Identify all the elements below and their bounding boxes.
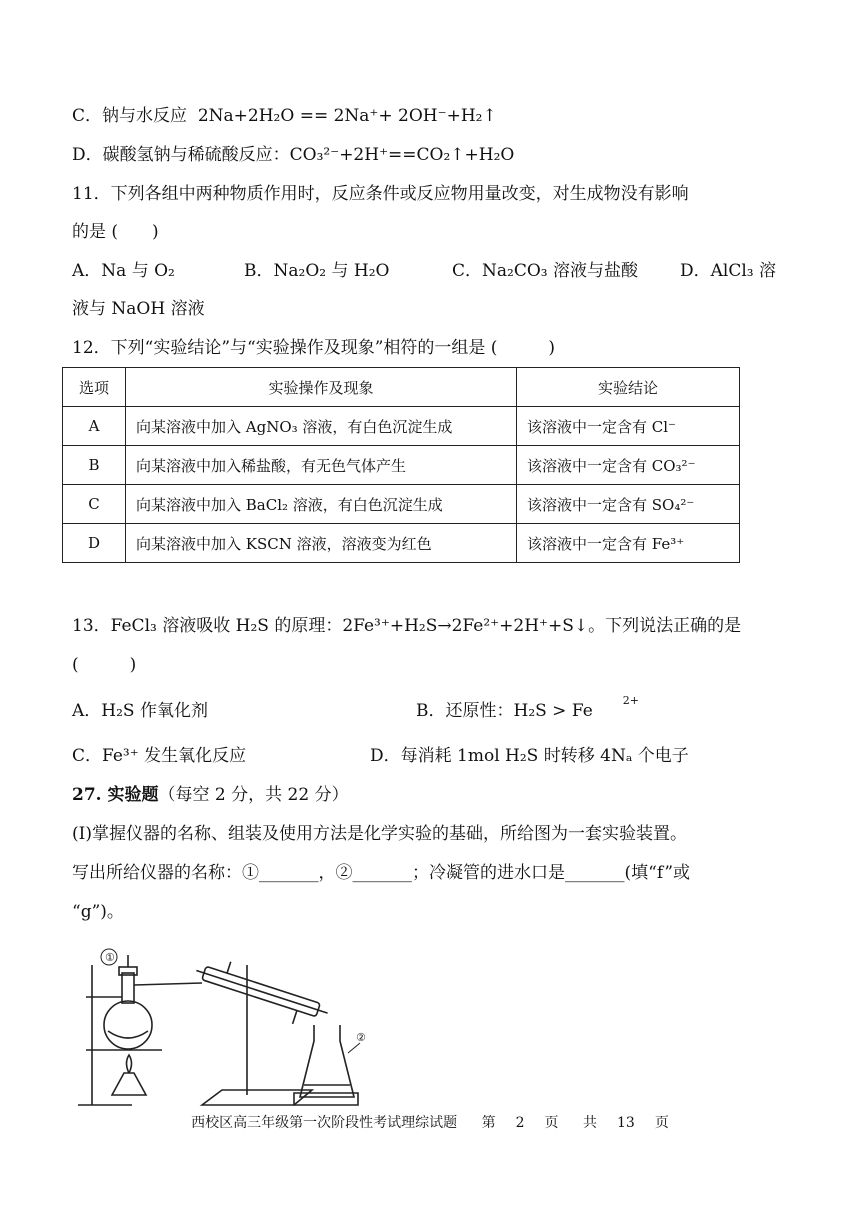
side-arm bbox=[134, 983, 202, 985]
q10-c-equation: 2Na+2H₂O == 2Na⁺+ 2OH⁻+H₂↑ bbox=[197, 106, 497, 126]
flask-neck bbox=[122, 973, 134, 1003]
q11-stem-line-1: 11．下列各组中两种物质作用时，反应条件或反应物用量改变，对生成物没有影响 bbox=[72, 184, 689, 204]
footer-total-word: 共 bbox=[583, 1115, 597, 1131]
header-conclusion: 实验结论 bbox=[517, 368, 740, 407]
row-conclusion: 该溶液中一定含有 CO₃²⁻ bbox=[517, 446, 740, 485]
q13-option-b bbox=[416, 694, 639, 725]
row-operation: 向某溶液中加入 BaCl₂ 溶液，有白色沉淀生成 bbox=[126, 485, 517, 524]
q13-option-a: A．H₂S 作氧化剂 bbox=[72, 701, 208, 721]
distilling-flask bbox=[104, 1001, 152, 1049]
label-1: ① bbox=[105, 951, 115, 964]
flask-liquid bbox=[108, 1031, 148, 1038]
q27-paragraph-line-3: “g”)。 bbox=[72, 902, 124, 922]
q11-option-b: B．Na₂O₂ 与 H₂O bbox=[244, 261, 390, 281]
table-row bbox=[63, 524, 740, 563]
table-row bbox=[63, 446, 740, 485]
row-option: D bbox=[63, 524, 126, 563]
row-option: C bbox=[63, 485, 126, 524]
q11-option-a: A．Na 与 O₂ bbox=[72, 261, 175, 281]
row-operation: 向某溶液中加入 AgNO₃ 溶液，有白色沉淀生成 bbox=[126, 407, 517, 446]
q13-stem-line-1: 13．FeCl₃ 溶液吸收 H₂S 的原理：2Fe³⁺+H₂S→2Fe²⁺+2H⁺+S↓。下列说法正确的是 bbox=[72, 616, 742, 636]
row-conclusion: 该溶液中一定含有 Cl⁻ bbox=[517, 407, 740, 446]
q10-d-equation: CO₃²⁻+2H⁺==CO₂↑+H₂O bbox=[289, 145, 515, 165]
q10-option-d bbox=[72, 143, 514, 167]
footer-title: 西校区高三年级第一次阶段性考试理综试题 bbox=[191, 1115, 458, 1131]
q13-b-superscript: 2+ bbox=[622, 694, 639, 707]
row-option: B bbox=[63, 446, 126, 485]
q12-table bbox=[62, 367, 740, 563]
q11-option-d-line-2: 液与 NaOH 溶液 bbox=[72, 299, 205, 319]
q27-title: 27. 实验题 bbox=[72, 785, 159, 805]
conical-flask bbox=[300, 1025, 354, 1097]
header-operation: 实验操作及现象 bbox=[126, 368, 517, 407]
q27-score: （每空 2 分，共 22 分） bbox=[158, 785, 349, 805]
q13-option-c: C．Fe³⁺ 发生氧化反应 bbox=[72, 746, 247, 766]
footer-total-number: 13 bbox=[617, 1115, 635, 1131]
flask-stand bbox=[294, 1093, 358, 1105]
q13-stem-line-2: ( ) bbox=[72, 655, 137, 675]
row-operation: 向某溶液中加入稀盐酸，有无色气体产生 bbox=[126, 446, 517, 485]
q10-c-label: C．钠与水反应 bbox=[72, 106, 188, 126]
row-conclusion: 该溶液中一定含有 SO₄²⁻ bbox=[517, 485, 740, 524]
label-2: ② bbox=[356, 1031, 366, 1044]
q11-option-d-line-1: D．AlCl₃ 溶 bbox=[680, 261, 777, 281]
condenser bbox=[190, 952, 334, 1033]
q13-b-text: B．还原性：H₂S > Fe bbox=[416, 701, 593, 721]
table-row bbox=[63, 485, 740, 524]
header-option: 选项 bbox=[63, 368, 126, 407]
q27-paragraph-line-1: (Ⅰ)掌握仪器的名称、组装及使用方法是化学实验的基础，所给图为一套实验装置。 bbox=[72, 824, 687, 844]
footer-page-unit: 页 bbox=[544, 1115, 559, 1131]
distillation-apparatus-figure bbox=[72, 945, 372, 1110]
q27-paragraph-line-2: 写出所给仪器的名称：①_______，②_______；冷凝管的进水口是_______(填“f”或 bbox=[72, 863, 691, 883]
row-conclusion: 该溶液中一定含有 Fe³⁺ bbox=[517, 524, 740, 563]
q13-option-d: D．每消耗 1mol H₂S 时转移 4Nₐ 个电子 bbox=[370, 746, 689, 766]
alcohol-lamp bbox=[112, 1073, 146, 1095]
q11-option-c: C．Na₂CO₃ 溶液与盐酸 bbox=[452, 261, 638, 281]
q11-stem-line-2: 的是 ( ) bbox=[72, 222, 159, 242]
footer-total-unit: 页 bbox=[654, 1115, 669, 1131]
q12-stem: 12．下列“实验结论”与“实验操作及现象”相符的一组是 ( ) bbox=[72, 338, 556, 358]
q10-d-label: D．碳酸氢钠与稀硫酸反应： bbox=[72, 145, 290, 165]
footer-page-number: 2 bbox=[515, 1115, 525, 1131]
table-header-row bbox=[63, 368, 740, 407]
row-option: A bbox=[63, 407, 126, 446]
flame bbox=[127, 1055, 132, 1073]
footer-page-word: 第 bbox=[481, 1115, 496, 1131]
page-footer bbox=[0, 1112, 860, 1132]
table-row bbox=[63, 407, 740, 446]
row-operation: 向某溶液中加入 KSCN 溶液，溶液变为红色 bbox=[126, 524, 517, 563]
q27-heading bbox=[72, 783, 349, 807]
q10-option-c bbox=[72, 104, 497, 128]
